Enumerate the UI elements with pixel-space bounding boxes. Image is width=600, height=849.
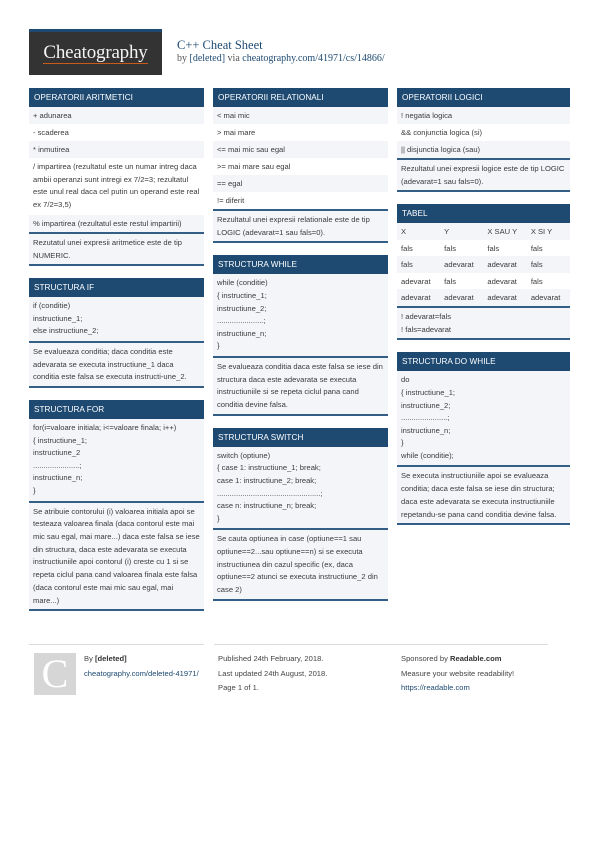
table-row (397, 240, 570, 257)
author-name: [deleted] (95, 654, 127, 663)
section-operatorii-logici (397, 88, 570, 192)
table-cell: fals (440, 273, 483, 290)
code-line: instructiune_2; (217, 303, 267, 313)
footer-dates (214, 644, 389, 696)
table-cell: fals (527, 273, 570, 290)
page-header (29, 29, 589, 75)
table-header-cell: X (397, 223, 440, 240)
section-title: OPERATORII LOGICI (397, 88, 570, 107)
updated-date: Last updated 24th August, 2018. (218, 668, 328, 678)
code-block (29, 297, 204, 343)
avatar (34, 653, 76, 695)
code-line: { case 1: instructiune_1; break; (217, 463, 321, 473)
section-note: Se evalueaza conditia daca este falsa se iese din structura daca este adevarata se executa instructiuniile si se repeta ciclul pana cand conditia devine falsa. (213, 358, 388, 416)
list-item: >= mai mare sau egal (213, 158, 388, 175)
table-row (397, 256, 570, 273)
section-tabel (397, 204, 570, 340)
page-count: Page 1 of 1. (218, 683, 259, 693)
author-info (84, 652, 204, 681)
code-line: while (conditie) (217, 278, 268, 288)
table-row (397, 273, 570, 290)
note-line: ! fals=adevarat (401, 324, 452, 334)
code-line: instructiune_2; (401, 400, 451, 410)
section-note: Rezutatul unei expresii aritmetice este de tip NUMERIC. (29, 232, 204, 266)
footer-sponsor (374, 644, 548, 696)
list-item: + adunarea (29, 107, 204, 124)
code-line: do (401, 375, 410, 385)
code-line: while (conditie); (401, 450, 454, 460)
column-2 (213, 88, 388, 613)
list-item: && conjunctia logica (si) (397, 124, 570, 141)
code-block (213, 447, 388, 531)
code-line: case 1: instructiune_2; break; (217, 475, 317, 485)
code-line: instructiune_n; (401, 425, 451, 435)
code-block (397, 371, 570, 467)
list-item: * inmutirea (29, 141, 204, 158)
by-label: By (84, 654, 93, 663)
section-note: Se cauta optiunea in case (optiune==1 sau optiune==2...sau optiune==n) si se executa instructiunea din cazul specific (ex, daca optiune==2 atunci se executa instructiune_2 din case 2) (213, 530, 388, 601)
section-title: OPERATORII RELATIONALI (213, 88, 388, 107)
code-line: ......................; (401, 413, 450, 423)
code-line: case n: instructiune_n; break; (217, 501, 317, 511)
sheet-url-link[interactable]: cheatography.com/41971/cs/14866/ (242, 53, 385, 64)
cheatography-logo[interactable] (29, 29, 162, 75)
table-cell: adevarat (397, 273, 440, 290)
list-item: ! negatia logica (397, 107, 570, 124)
code-line: instructiune_n; (33, 473, 83, 483)
list-item: - scaderea (29, 124, 204, 141)
section-title: STRUCTURA DO WHILE (397, 352, 570, 371)
table-cell: fals (483, 240, 526, 257)
page-title: C++ Cheat Sheet (177, 38, 263, 52)
list-item: > mai mare (213, 124, 388, 141)
section-title: STRUCTURA SWITCH (213, 428, 388, 447)
list-item: < mai mic (213, 107, 388, 124)
table-header-cell: X SAU Y (483, 223, 526, 240)
table-cell: adevarat (527, 289, 570, 306)
table-cell: fals (440, 240, 483, 257)
code-line: } (33, 486, 36, 496)
byline (177, 52, 385, 65)
table-cell: adevarat (440, 289, 483, 306)
code-line: switch (optiune) (217, 450, 271, 460)
section-structura-for (29, 400, 204, 611)
code-line: instructiune_1; (33, 313, 83, 323)
code-line: instructiune_2 (33, 448, 81, 458)
author-profile-link[interactable]: cheatography.com/deleted-41971/ (84, 668, 199, 678)
section-title: STRUCTURA IF (29, 278, 204, 297)
list-item: != diferit (213, 192, 388, 209)
table-cell: fals (527, 240, 570, 257)
section-note: Se evalueaza conditia; daca conditia este adevarata se executa instructiune_1 daca conditia este falsa se executa instructi-une_2. (29, 343, 204, 388)
section-title: OPERATORII ARITMETICI (29, 88, 204, 107)
section-structura-do-while (397, 352, 570, 525)
code-line: { instructiune_1; (401, 387, 456, 397)
section-structura-while (213, 255, 388, 415)
code-line: ......................; (33, 460, 82, 470)
code-line: ......................; (217, 316, 266, 326)
sponsored-label: Sponsored by (401, 654, 448, 663)
byline-prefix: by (177, 53, 187, 64)
code-line: } (217, 341, 220, 351)
footer-author (29, 644, 204, 696)
column-3 (397, 88, 570, 537)
list-item: <= mai mic sau egal (213, 141, 388, 158)
sponsor-link[interactable]: https://readable.com (401, 683, 470, 693)
author-link[interactable]: [deleted] (189, 53, 226, 64)
truth-table (397, 223, 570, 306)
section-structura-switch (213, 428, 388, 601)
code-line: { instructiune_1; (33, 435, 88, 445)
title-block (177, 38, 385, 65)
table-cell: adevarat (483, 273, 526, 290)
section-operatorii-relationali (213, 88, 388, 243)
list-item: || disjunctia logica (sau) (397, 141, 570, 158)
section-note: Se atribuie contorului (i) valoarea initiala apoi se testeaza valoarea finala (daca contorul este mai mic sau egal, mai mare...) daca este falsa se iese din structura, daca este adevarata se executa instructiuniile apoi contorul (i) creste cu 1 si se repeta ciclul pana cand valoarea finala este falsa (daca contorul este mai mic sau egal, mai mare...) (29, 503, 204, 612)
table-header-cell: X SI Y (527, 223, 570, 240)
column-1 (29, 88, 204, 623)
code-line: instructiune_n; (217, 328, 267, 338)
code-line: else instructiune_2; (33, 326, 99, 336)
sponsor-tagline: Measure your website readability! (401, 668, 515, 678)
table-row (397, 289, 570, 306)
table-cell: adevarat (483, 256, 526, 273)
list-item: % impartirea (rezultatul este restul impartirii) (29, 215, 204, 232)
byline-via: via (227, 53, 240, 64)
logo-text: Cheatography (43, 41, 148, 63)
section-title: STRUCTURA WHILE (213, 255, 388, 274)
list-item: == egal (213, 175, 388, 192)
code-line: { instructine_1; (217, 291, 267, 300)
table-header-cell: Y (440, 223, 483, 240)
section-note: Rezultatul unei expresii relationale este de tip LOGIC (adevarat=1 sau fals=0). (213, 209, 388, 243)
note-line: ! adevarat=fals (401, 311, 452, 321)
list-item: / impartirea (rezultatul este un numar intreg daca ambii operanzi sunt intregi ex 7/2=3; rezultatul este unul real daca cel putin un operand este real ex 7/2=3,5) (29, 158, 204, 215)
code-line: for(i=valoare initiala; i<=valoare finala; i++) (33, 423, 177, 433)
section-note (397, 306, 570, 340)
code-line: if (conditie) (33, 301, 71, 311)
avatar-letter: C (41, 651, 69, 696)
section-title: STRUCTURA FOR (29, 400, 204, 419)
table-cell: fals (397, 256, 440, 273)
section-note: Se executa instructiuniile apoi se evalueaza conditia; daca este falsa se iese din structura; daca este adevarata se executa instructiuniile repetandu-se pana cand conditia devine falsa. (397, 467, 570, 525)
table-header-row (397, 223, 570, 240)
table-cell: adevarat (483, 289, 526, 306)
section-note: Rezultatul unei expresii logice este de tip LOGIC (adevarat=1 sau fals=0). (397, 158, 570, 192)
published-date: Published 24th February, 2018. (218, 654, 324, 663)
code-block (213, 274, 388, 358)
code-block (29, 419, 204, 503)
section-structura-if (29, 278, 204, 388)
table-cell: fals (397, 240, 440, 257)
table-cell: adevarat (397, 289, 440, 306)
sponsor-name: Readable.com (450, 654, 502, 663)
code-line: .................................................; (217, 488, 323, 498)
code-line: } (217, 513, 220, 523)
code-line: } (401, 438, 404, 448)
table-cell: fals (527, 256, 570, 273)
section-title: TABEL (397, 204, 570, 223)
table-cell: adevarat (440, 256, 483, 273)
section-operatorii-aritmetici (29, 88, 204, 266)
